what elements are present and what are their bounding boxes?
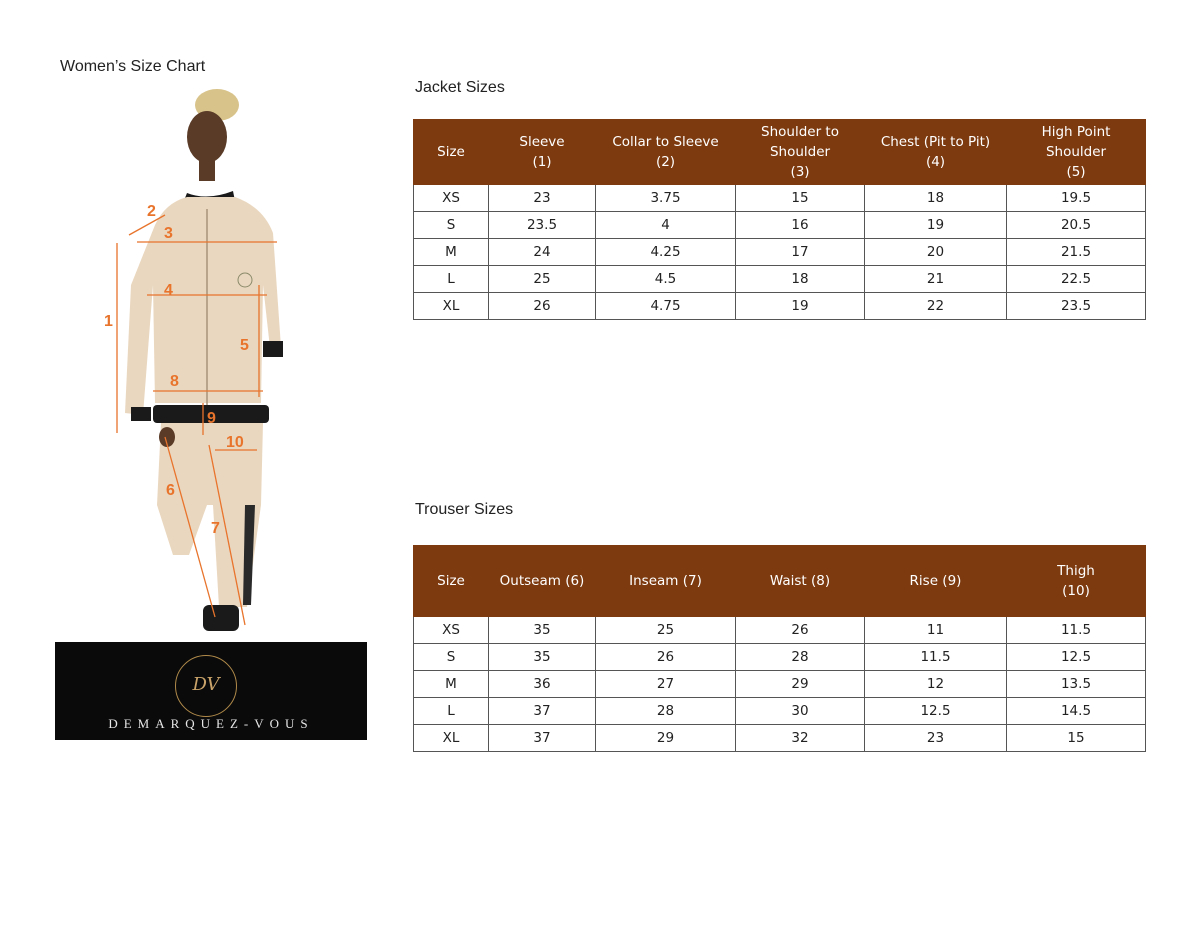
column-header [1007,120,1146,185]
measurement-cell: 22.5 [1007,266,1146,293]
measurement-marker-8: 8 [170,373,179,390]
measurement-cell: 20.5 [1007,212,1146,239]
measurement-cell: 12.5 [865,698,1007,725]
trouser-size-table [413,545,1146,752]
column-header-line: Collar to Sleeve [612,134,719,150]
column-header-line: (5) [1066,164,1086,180]
table-row [414,212,1146,239]
measurement-marker-1: 1 [104,313,113,330]
size-label-cell: L [414,698,489,725]
size-label-cell: L [414,266,489,293]
measurement-cell: 20 [865,239,1007,266]
column-header-line: Inseam (7) [629,573,702,589]
table-row [414,266,1146,293]
measurement-cell: 24 [489,239,596,266]
column-header [596,546,736,617]
measurement-cell: 11.5 [865,644,1007,671]
measurement-cell: 4.25 [596,239,736,266]
measurement-cell: 35 [489,644,596,671]
size-label-cell: XL [414,725,489,752]
measurement-marker-4: 4 [164,282,173,299]
measurement-cell: 29 [736,671,865,698]
measurement-cell: 15 [736,185,865,212]
measurement-cell: 28 [736,644,865,671]
measurement-cell: 18 [736,266,865,293]
measurement-cell: 36 [489,671,596,698]
column-header-line: Thigh [1057,563,1095,579]
column-header [736,120,865,185]
measurement-cell: 23.5 [489,212,596,239]
column-header-line: Shoulder to [761,124,839,140]
measurement-cell: 19 [736,293,865,320]
measurement-marker-5: 5 [240,337,249,354]
column-header-line: (1) [532,154,552,170]
measurement-cell: 23 [489,185,596,212]
column-header-line: (2) [655,154,676,170]
column-header [865,546,1007,617]
measurement-cell: 37 [489,698,596,725]
measurement-cell: 18 [865,185,1007,212]
table-header-row [414,120,1146,185]
table-row [414,239,1146,266]
measurement-cell: 26 [489,293,596,320]
size-label-cell: M [414,671,489,698]
column-header [414,546,489,617]
measurement-cell: 19 [865,212,1007,239]
measurement-cell: 17 [736,239,865,266]
table-row [414,725,1146,752]
column-header [1007,546,1146,617]
measurement-cell: 13.5 [1007,671,1146,698]
table-row [414,617,1146,644]
measurement-cell: 26 [596,644,736,671]
measurement-cell: 19.5 [1007,185,1146,212]
measurement-cell: 28 [596,698,736,725]
table-row [414,185,1146,212]
column-header-line: Shoulder [1045,144,1107,160]
column-header-line: Rise (9) [909,573,962,589]
column-header-line: (3) [790,164,810,180]
measurement-cell: 15 [1007,725,1146,752]
column-header [414,120,489,185]
jacket-size-table [413,119,1146,320]
column-header [596,120,736,185]
measurement-cell: 23 [865,725,1007,752]
size-label-cell: XS [414,617,489,644]
measurement-cell: 25 [596,617,736,644]
column-header-line: (4) [925,154,946,170]
column-header-line: (10) [1062,583,1090,599]
measurement-cell: 21 [865,266,1007,293]
measurement-cell: 27 [596,671,736,698]
measurement-cell: 32 [736,725,865,752]
measurement-cell: 4.75 [596,293,736,320]
column-header-line: Outseam (6) [499,573,585,589]
measurement-cell: 4 [596,212,736,239]
brand-monogram-logo: DV [175,655,237,717]
measurement-cell: 12.5 [1007,644,1146,671]
measurement-cell: 12 [865,671,1007,698]
column-header-line: Size [437,573,465,589]
measurement-cell: 35 [489,617,596,644]
measurement-cell: 11 [865,617,1007,644]
column-header [865,120,1007,185]
measurement-marker-7: 7 [211,520,220,537]
column-header-line: Shoulder [769,144,831,160]
measurement-marker-10: 10 [226,434,244,451]
measurement-cell: 23.5 [1007,293,1146,320]
page-title: Women’s Size Chart [60,58,206,75]
size-label-cell: XS [414,185,489,212]
column-header-line: Size [437,144,465,160]
table-row [414,644,1146,671]
measurement-cell: 25 [489,266,596,293]
measurement-marker-9: 9 [207,410,216,427]
measurement-cell: 29 [596,725,736,752]
column-header [736,546,865,617]
model-figure-illustration [95,85,300,645]
size-label-cell: S [414,644,489,671]
column-header-line: Chest (Pit to Pit) [880,134,991,150]
jacket-section-title: Jacket Sizes [415,79,505,96]
column-header-line: Waist (8) [769,573,831,589]
column-header-line: Sleeve [519,134,565,150]
size-label-cell: S [414,212,489,239]
table-row [414,698,1146,725]
measurement-cell: 26 [736,617,865,644]
measurement-cell: 4.5 [596,266,736,293]
measurement-marker-6: 6 [166,482,175,499]
measurement-marker-3: 3 [164,225,173,242]
measurement-cell: 16 [736,212,865,239]
size-label-cell: M [414,239,489,266]
measurement-cell: 37 [489,725,596,752]
measurement-cell: 22 [865,293,1007,320]
trouser-section-title: Trouser Sizes [415,501,514,518]
measurement-cell: 3.75 [596,185,736,212]
table-row [414,671,1146,698]
column-header [489,546,596,617]
measurement-marker-2: 2 [147,203,156,220]
brand-name: DEMARQUEZ-VOUS [108,716,314,731]
table-header-row [414,546,1146,617]
table-row [414,293,1146,320]
measurement-cell: 14.5 [1007,698,1146,725]
measurement-cell: 11.5 [1007,617,1146,644]
column-header-line: High Point [1041,124,1111,140]
measurement-cell: 30 [736,698,865,725]
size-label-cell: XL [414,293,489,320]
measurement-cell: 21.5 [1007,239,1146,266]
column-header [489,120,596,185]
